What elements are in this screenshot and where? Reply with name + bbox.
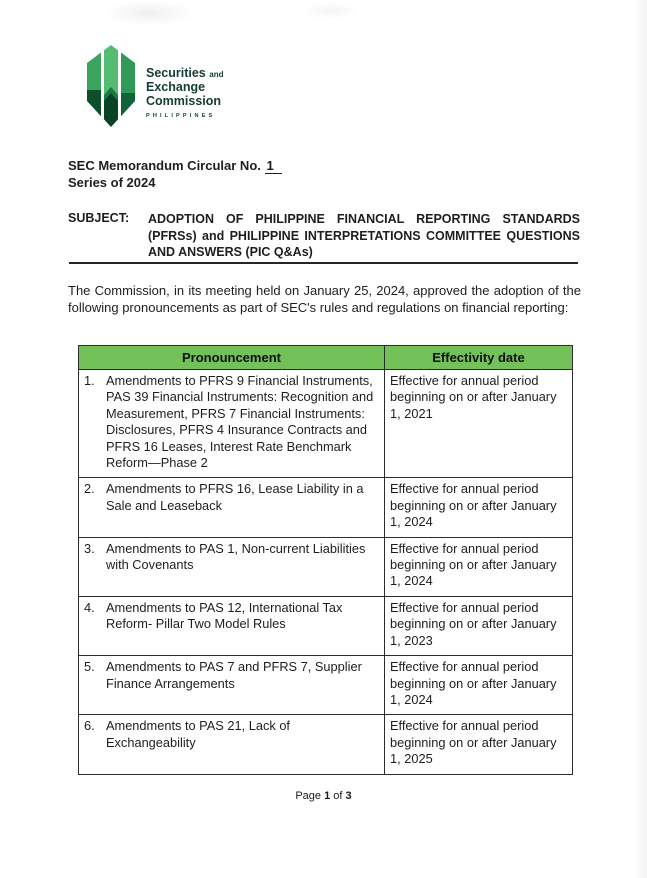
row-number: 3. (84, 540, 95, 556)
memo-circular-line: SEC Memorandum Circular No. 1 (68, 158, 282, 175)
memo-circular-number: 1 (265, 158, 282, 174)
subject-label: SUBJECT: (68, 211, 130, 225)
horizontal-rule (69, 262, 578, 264)
intro-paragraph: The Commission, in its meeting held on January 25, 2024, approved the adoption of the following pronouncements as part of SEC's rules and regulations on financial reporting: (68, 283, 581, 315)
pronouncement-cell (79, 656, 385, 715)
effectivity-cell: Effective for annual period beginning on or after January 1, 2025 (385, 715, 573, 774)
pronouncement-cell (79, 715, 385, 774)
scan-smudge (105, 0, 195, 26)
table-row (79, 656, 573, 715)
effectivity-cell: Effective for annual period beginning on or after January 1, 2023 (385, 596, 573, 655)
column-header-pronouncement: Pronouncement (79, 346, 385, 370)
table-row (79, 596, 573, 655)
table-header-row (79, 346, 573, 370)
memo-heading (68, 158, 282, 191)
scan-edge-shadow (633, 0, 647, 878)
pronouncement-text: Amendments to PAS 7 and PFRS 7, Supplier Finance Arrangements (106, 659, 362, 691)
row-number: 5. (84, 659, 95, 675)
logo-line-exchange: Exchange (146, 80, 206, 94)
pronouncement-text: Amendments to PFRS 16, Lease Liability in a Sale and Leaseback (106, 481, 364, 513)
page-current: 1 (324, 790, 331, 802)
table-row (79, 370, 573, 478)
pronouncement-text: Amendments to PFRS 9 Financial Instruments, PAS 39 Financial Instruments: Recognition and Measurement, PFRS 7 Financial Instruments: Disclosures, PFRS 4 Insurance Contracts and PFRS 16 Leases, Interest Rate Benchmark Reform—Phase 2 (106, 373, 374, 471)
sec-logo-icon (85, 45, 137, 127)
row-number: 6. (84, 718, 95, 734)
logo-line-philippines: PHILIPPINES (146, 113, 216, 119)
pronouncement-text: Amendments to PAS 12, International Tax Reform- Pillar Two Model Rules (106, 599, 343, 632)
row-number: 4. (84, 599, 95, 615)
table-row (79, 478, 573, 537)
pronouncement-cell (79, 370, 385, 478)
sec-logo (85, 45, 223, 127)
pronouncements-table (78, 345, 573, 775)
page-total: 3 (345, 790, 352, 802)
pronouncement-cell (79, 537, 385, 596)
subject-block (68, 211, 580, 261)
pronouncement-cell (79, 596, 385, 655)
effectivity-cell: Effective for annual period beginning on or after January 1, 2024 (385, 656, 573, 715)
logo-line-securities: Securities and (146, 65, 224, 80)
effectivity-cell: Effective for annual period beginning on or after January 1, 2024 (385, 478, 573, 537)
scan-smudge (300, 2, 360, 20)
pronouncement-cell (79, 478, 385, 537)
table-row (79, 537, 573, 596)
table-row (79, 715, 573, 774)
logo-line-commission: Commission (146, 93, 222, 108)
pronouncement-text: Amendments to PAS 1, Non-current Liabilities with Covenants (106, 540, 366, 573)
effectivity-cell: Effective for annual period beginning on or after January 1, 2024 (385, 537, 573, 596)
subject-text: ADOPTION OF PHILIPPINE FINANCIAL REPORTING STANDARDS (PFRSs) and PHILIPPINE INTERPRETATIONS COMMITTEE QUESTIONS AND ANSWERS (PIC Q&As) (148, 212, 580, 259)
page-number: Page 1 of 3 (295, 790, 352, 802)
row-number: 1. (84, 373, 95, 388)
pronouncement-text: Amendments to PAS 21, Lack of Exchangeability (106, 718, 290, 750)
row-number: 2. (84, 481, 95, 497)
sec-logo-wordmark (146, 49, 223, 124)
effectivity-cell: Effective for annual period beginning on or after January 1, 2021 (385, 370, 573, 478)
column-header-effectivity: Effectivity date (385, 346, 573, 370)
memo-series-line: Series of 2024 (68, 174, 156, 190)
